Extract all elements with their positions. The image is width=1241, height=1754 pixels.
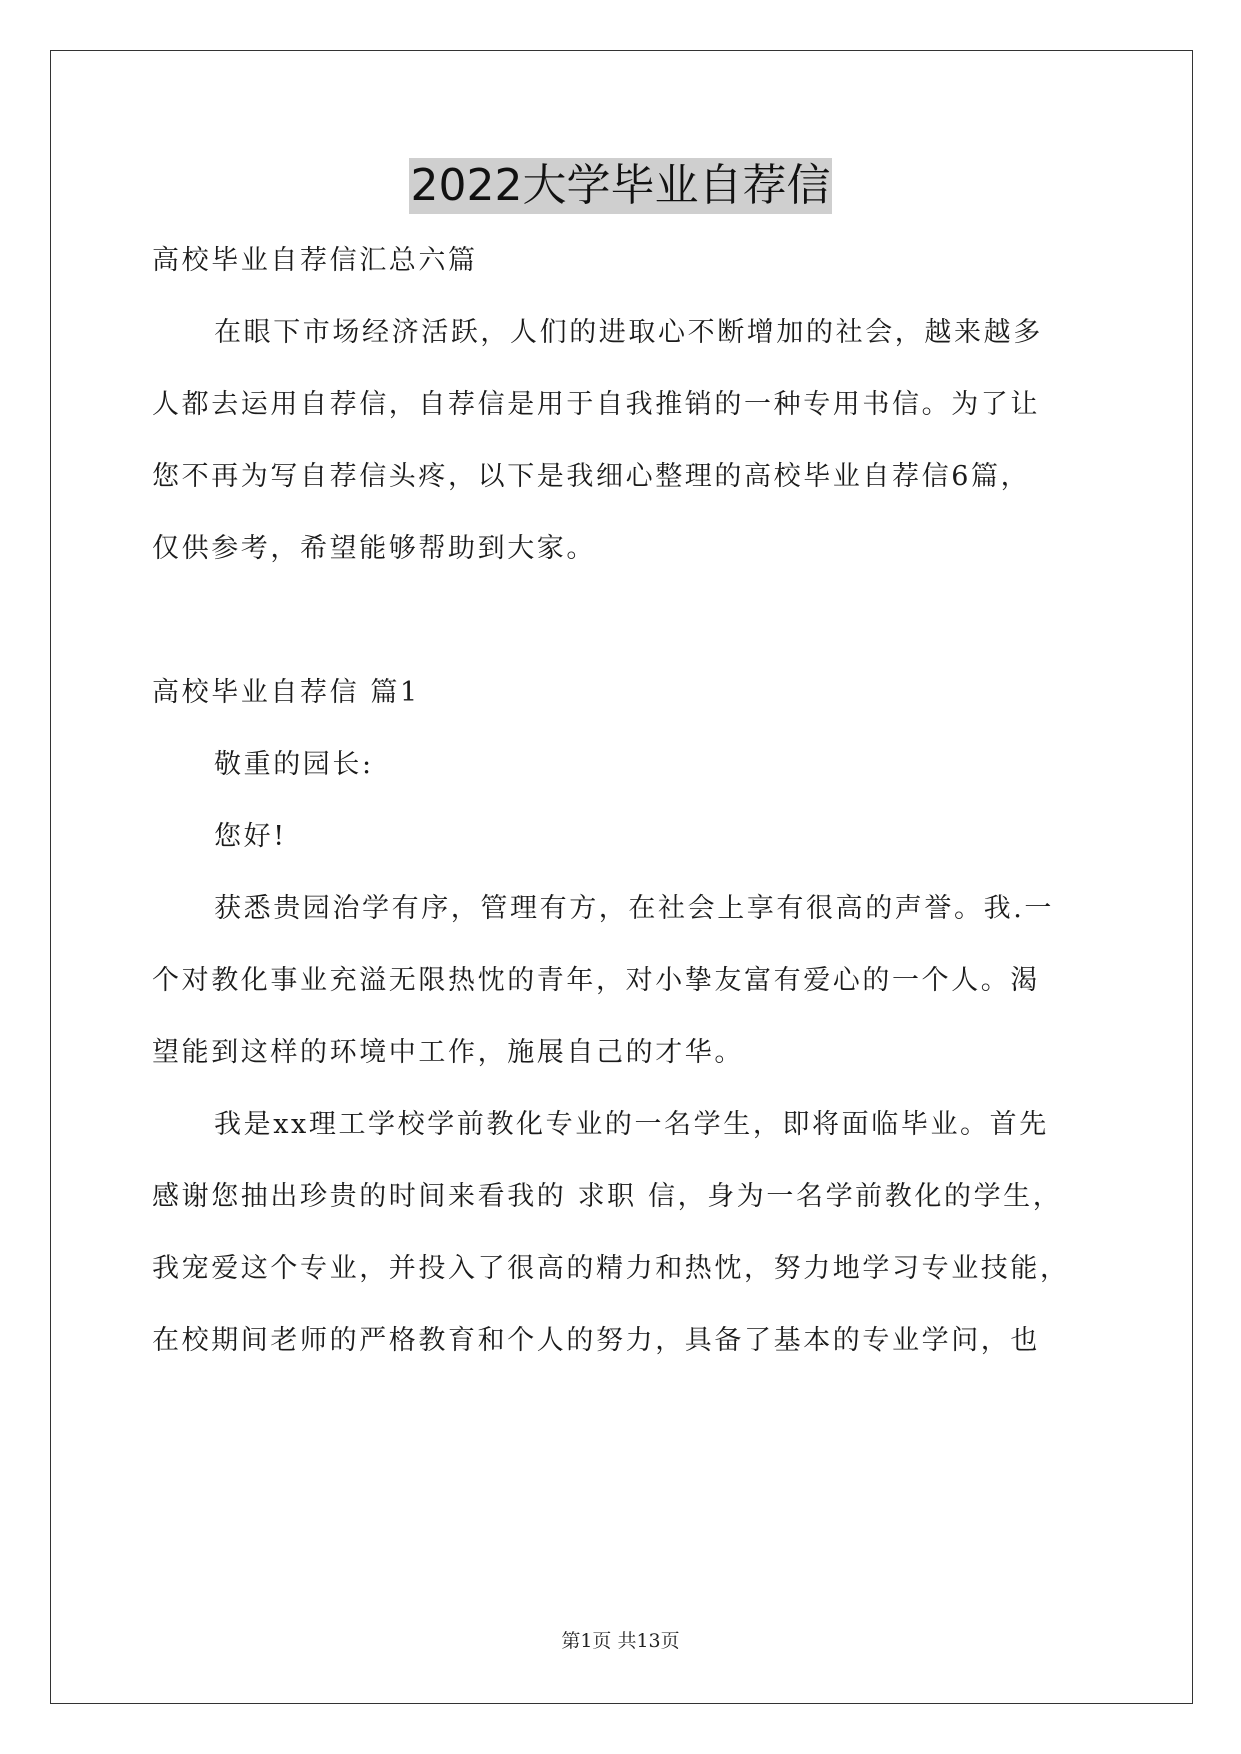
body-paragraph-line: 获悉贵园治学有序，管理有方，在社会上享有很高的声誉。我.一 [214,893,1054,924]
intro-paragraph-line: 在眼下市场经济活跃，人们的进取心不断增加的社会，越来越多 [214,317,1043,348]
section-heading: 高校毕业自荐信 篇1 [152,677,420,708]
body-paragraph-line: 个对教化事业充溢无限热忱的青年，对小挚友富有爱心的一个人。渴 [152,965,1040,996]
page-number-footer: 第1页 共13页 [561,1630,680,1652]
page-border [50,50,1193,1704]
body-paragraph-line: 感谢您抽出珍贵的时间来看我的 求职 信，身为一名学前教化的学生， [152,1181,1063,1212]
body-paragraph-line: 我宠爱这个专业，并投入了很高的精力和热忱，努力地学习专业技能， [152,1253,1070,1284]
subtitle-line: 高校毕业自荐信汇总六篇 [152,245,478,276]
intro-paragraph-line: 仅供参考，希望能够帮助到大家。 [152,533,596,564]
body-paragraph-line: 我是xx理工学校学前教化专业的一名学生，即将面临毕业。首先 [214,1109,1049,1140]
document-title: 2022大学毕业自荐信 [409,158,833,214]
salutation: 敬重的园长: [214,749,374,780]
intro-paragraph-line: 您不再为写自荐信头疼，以下是我细心整理的高校毕业自荐信6篇， [152,461,1031,492]
intro-paragraph-line: 人都去运用自荐信，自荐信是用于自我推销的一种专用书信。为了让 [152,389,1040,420]
title-container [0,158,1241,214]
greeting: 您好! [214,821,287,852]
body-paragraph-line: 在校期间老师的严格教育和个人的努力，具备了基本的专业学问，也 [152,1325,1040,1356]
body-paragraph-line: 望能到这样的环境中工作，施展自己的才华。 [152,1037,744,1068]
